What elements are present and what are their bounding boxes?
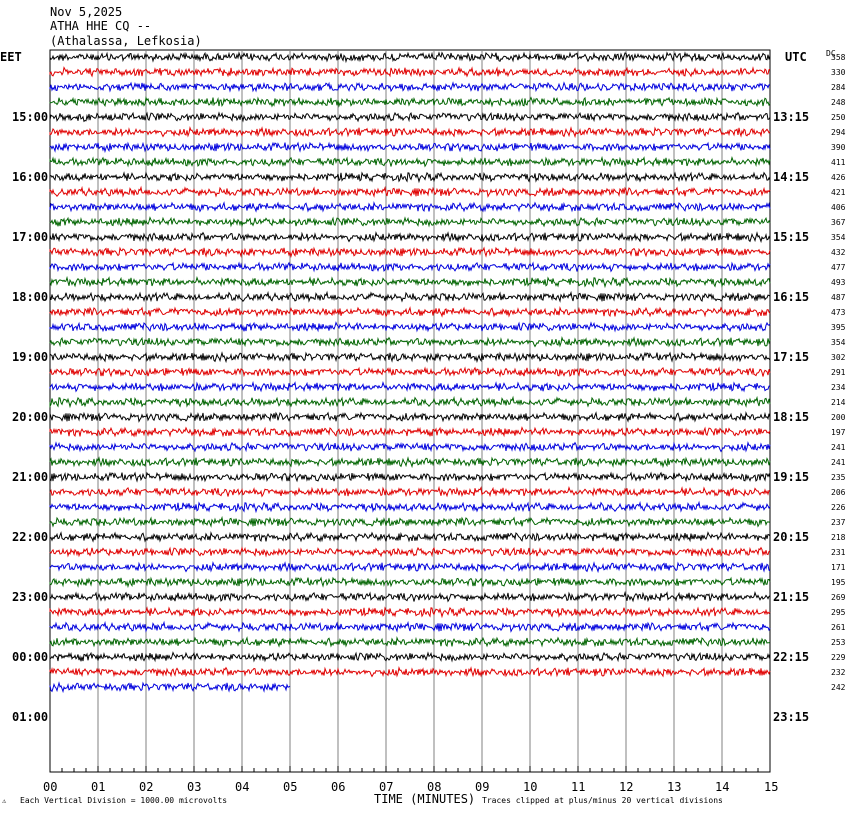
x-axis-title: TIME (MINUTES) [374,792,476,806]
right-axis-unit: UTC [785,50,807,64]
trace-10 [50,188,770,197]
dc-offset-value: 354 [831,338,846,347]
dc-offset-value: 232 [831,668,846,677]
x-tick-label: 13 [667,780,682,794]
trace-14 [50,248,770,257]
trace-11 [50,203,770,212]
x-tick-label: 15 [764,780,779,794]
left-time-label: 19:00 [12,350,49,364]
trace-20 [50,338,770,347]
dc-offset-value: 411 [831,158,846,167]
dc-offset-value: 235 [831,473,846,482]
trace-37 [50,593,770,602]
trace-19 [50,323,770,332]
left-time-label: 15:00 [12,110,49,124]
dc-offset-value: 294 [831,128,846,137]
trace-2 [50,68,770,77]
clip-note: Traces clipped at plus/minus 20 vertical divisions [482,796,723,805]
trace-30 [50,488,770,497]
trace-24 [50,398,770,407]
trace-32 [50,518,770,527]
left-time-label: 22:00 [12,530,49,544]
trace-9 [50,173,770,182]
left-time-label: 18:00 [12,290,49,304]
trace-13 [50,233,770,242]
x-tick-label: 10 [523,780,538,794]
trace-31 [50,503,770,512]
dc-offset-value: 248 [831,98,846,107]
dc-offset-value: 242 [831,683,846,692]
trace-29 [50,473,770,482]
trace-23 [50,383,770,392]
trace-4 [50,98,770,107]
dc-offset-value: 432 [831,248,846,257]
station-label: ATHA HHE CQ -- [50,19,152,33]
dc-offset-value: 295 [831,608,846,617]
dc-offset-value: 253 [831,638,846,647]
x-tick-label: 09 [475,780,490,794]
left-time-label: 17:00 [12,230,49,244]
warning-icon: ⚠ [2,797,7,805]
dc-offset-value: 406 [831,203,846,212]
trace-28 [50,458,770,467]
dc-offset-value: 354 [831,233,846,242]
dc-offset-value: 200 [831,413,846,422]
dc-offset-value: 234 [831,383,846,392]
x-tick-label: 03 [187,780,202,794]
x-tick-label: 12 [619,780,634,794]
trace-25 [50,413,770,421]
dc-offset-value: 367 [831,218,846,227]
x-tick-label: 02 [139,780,154,794]
right-time-label: 13:15 [773,110,810,124]
location-label: (Athalassa, Lefkosia) [50,34,202,48]
dc-offset-value: 237 [831,518,846,527]
dc-offset-value: 330 [831,68,846,77]
x-tick-label: 01 [91,780,106,794]
dc-offset-value: 241 [831,458,846,467]
right-time-label: 18:15 [773,410,810,424]
right-time-label: 21:15 [773,590,810,604]
trace-42 [50,668,770,677]
trace-26 [50,428,770,437]
x-tick-label: 08 [427,780,442,794]
trace-40 [50,638,770,647]
dc-offset-value: 206 [831,488,846,497]
trace-38 [50,608,770,617]
trace-15 [50,263,770,272]
dc-offset-value: 395 [831,323,846,332]
right-time-label: 16:15 [773,290,810,304]
trace-8 [50,158,770,167]
trace-7 [50,143,770,152]
x-tick-label: 00 [43,780,58,794]
x-tick-label: 14 [715,780,730,794]
dc-label: DC [826,49,836,58]
dc-offset-value: 226 [831,503,846,512]
right-time-label: 23:15 [773,710,810,724]
trace-18 [50,308,770,317]
left-time-label: 16:00 [12,170,49,184]
right-time-label: 15:15 [773,230,810,244]
dc-offset-value: 261 [831,623,846,632]
trace-43 [50,683,290,692]
trace-17 [50,293,770,302]
dc-offset-value: 493 [831,278,846,287]
right-time-label: 19:15 [773,470,810,484]
dc-offset-value: 171 [831,563,846,572]
plot-frame [50,50,770,772]
x-tick-label: 11 [571,780,586,794]
dc-offset-value: 231 [831,548,846,557]
left-time-label: 21:00 [12,470,49,484]
scale-note: Each Vertical Division = 1000.00 microvolts [20,796,228,805]
dc-offset-value: 358 [831,53,846,62]
dc-offset-value: 390 [831,143,846,152]
trace-16 [50,278,770,287]
trace-39 [50,623,770,632]
left-time-label: 23:00 [12,590,49,604]
left-time-label: 20:00 [12,410,49,424]
trace-12 [50,218,770,227]
dc-offset-value: 477 [831,263,846,272]
dc-offset-value: 195 [831,578,846,587]
x-tick-label: 05 [283,780,298,794]
trace-41 [50,653,770,662]
trace-1 [50,53,770,62]
left-time-label: 00:00 [12,650,49,664]
left-axis-unit: EET [0,50,22,64]
date-label: Nov 5,2025 [50,5,123,19]
dc-offset-value: 426 [831,173,846,182]
dc-offset-value: 214 [831,398,846,407]
dc-offset-value: 473 [831,308,846,317]
dc-offset-value: 250 [831,113,846,122]
trace-36 [50,578,770,587]
left-time-label: 01:00 [12,710,49,724]
dc-offset-value: 291 [831,368,846,377]
trace-35 [50,563,770,572]
right-time-label: 22:15 [773,650,810,664]
trace-22 [50,368,770,377]
x-tick-label: 04 [235,780,250,794]
right-time-label: 20:15 [773,530,810,544]
trace-5 [50,113,770,122]
dc-offset-value: 241 [831,443,846,452]
dc-offset-value: 302 [831,353,846,362]
dc-offset-value: 218 [831,533,846,542]
x-tick-label: 06 [331,780,346,794]
trace-6 [50,128,770,137]
dc-offset-value: 284 [831,83,846,92]
trace-27 [50,443,770,452]
right-time-label: 14:15 [773,170,810,184]
trace-3 [50,83,770,92]
dc-offset-value: 487 [831,293,846,302]
right-time-label: 17:15 [773,350,810,364]
dc-offset-value: 197 [831,428,846,437]
x-tick-label: 07 [379,780,394,794]
dc-offset-value: 229 [831,653,846,662]
trace-21 [50,353,770,362]
trace-33 [50,533,770,542]
dc-offset-value: 269 [831,593,846,602]
trace-34 [50,548,770,556]
dc-offset-value: 421 [831,188,846,197]
